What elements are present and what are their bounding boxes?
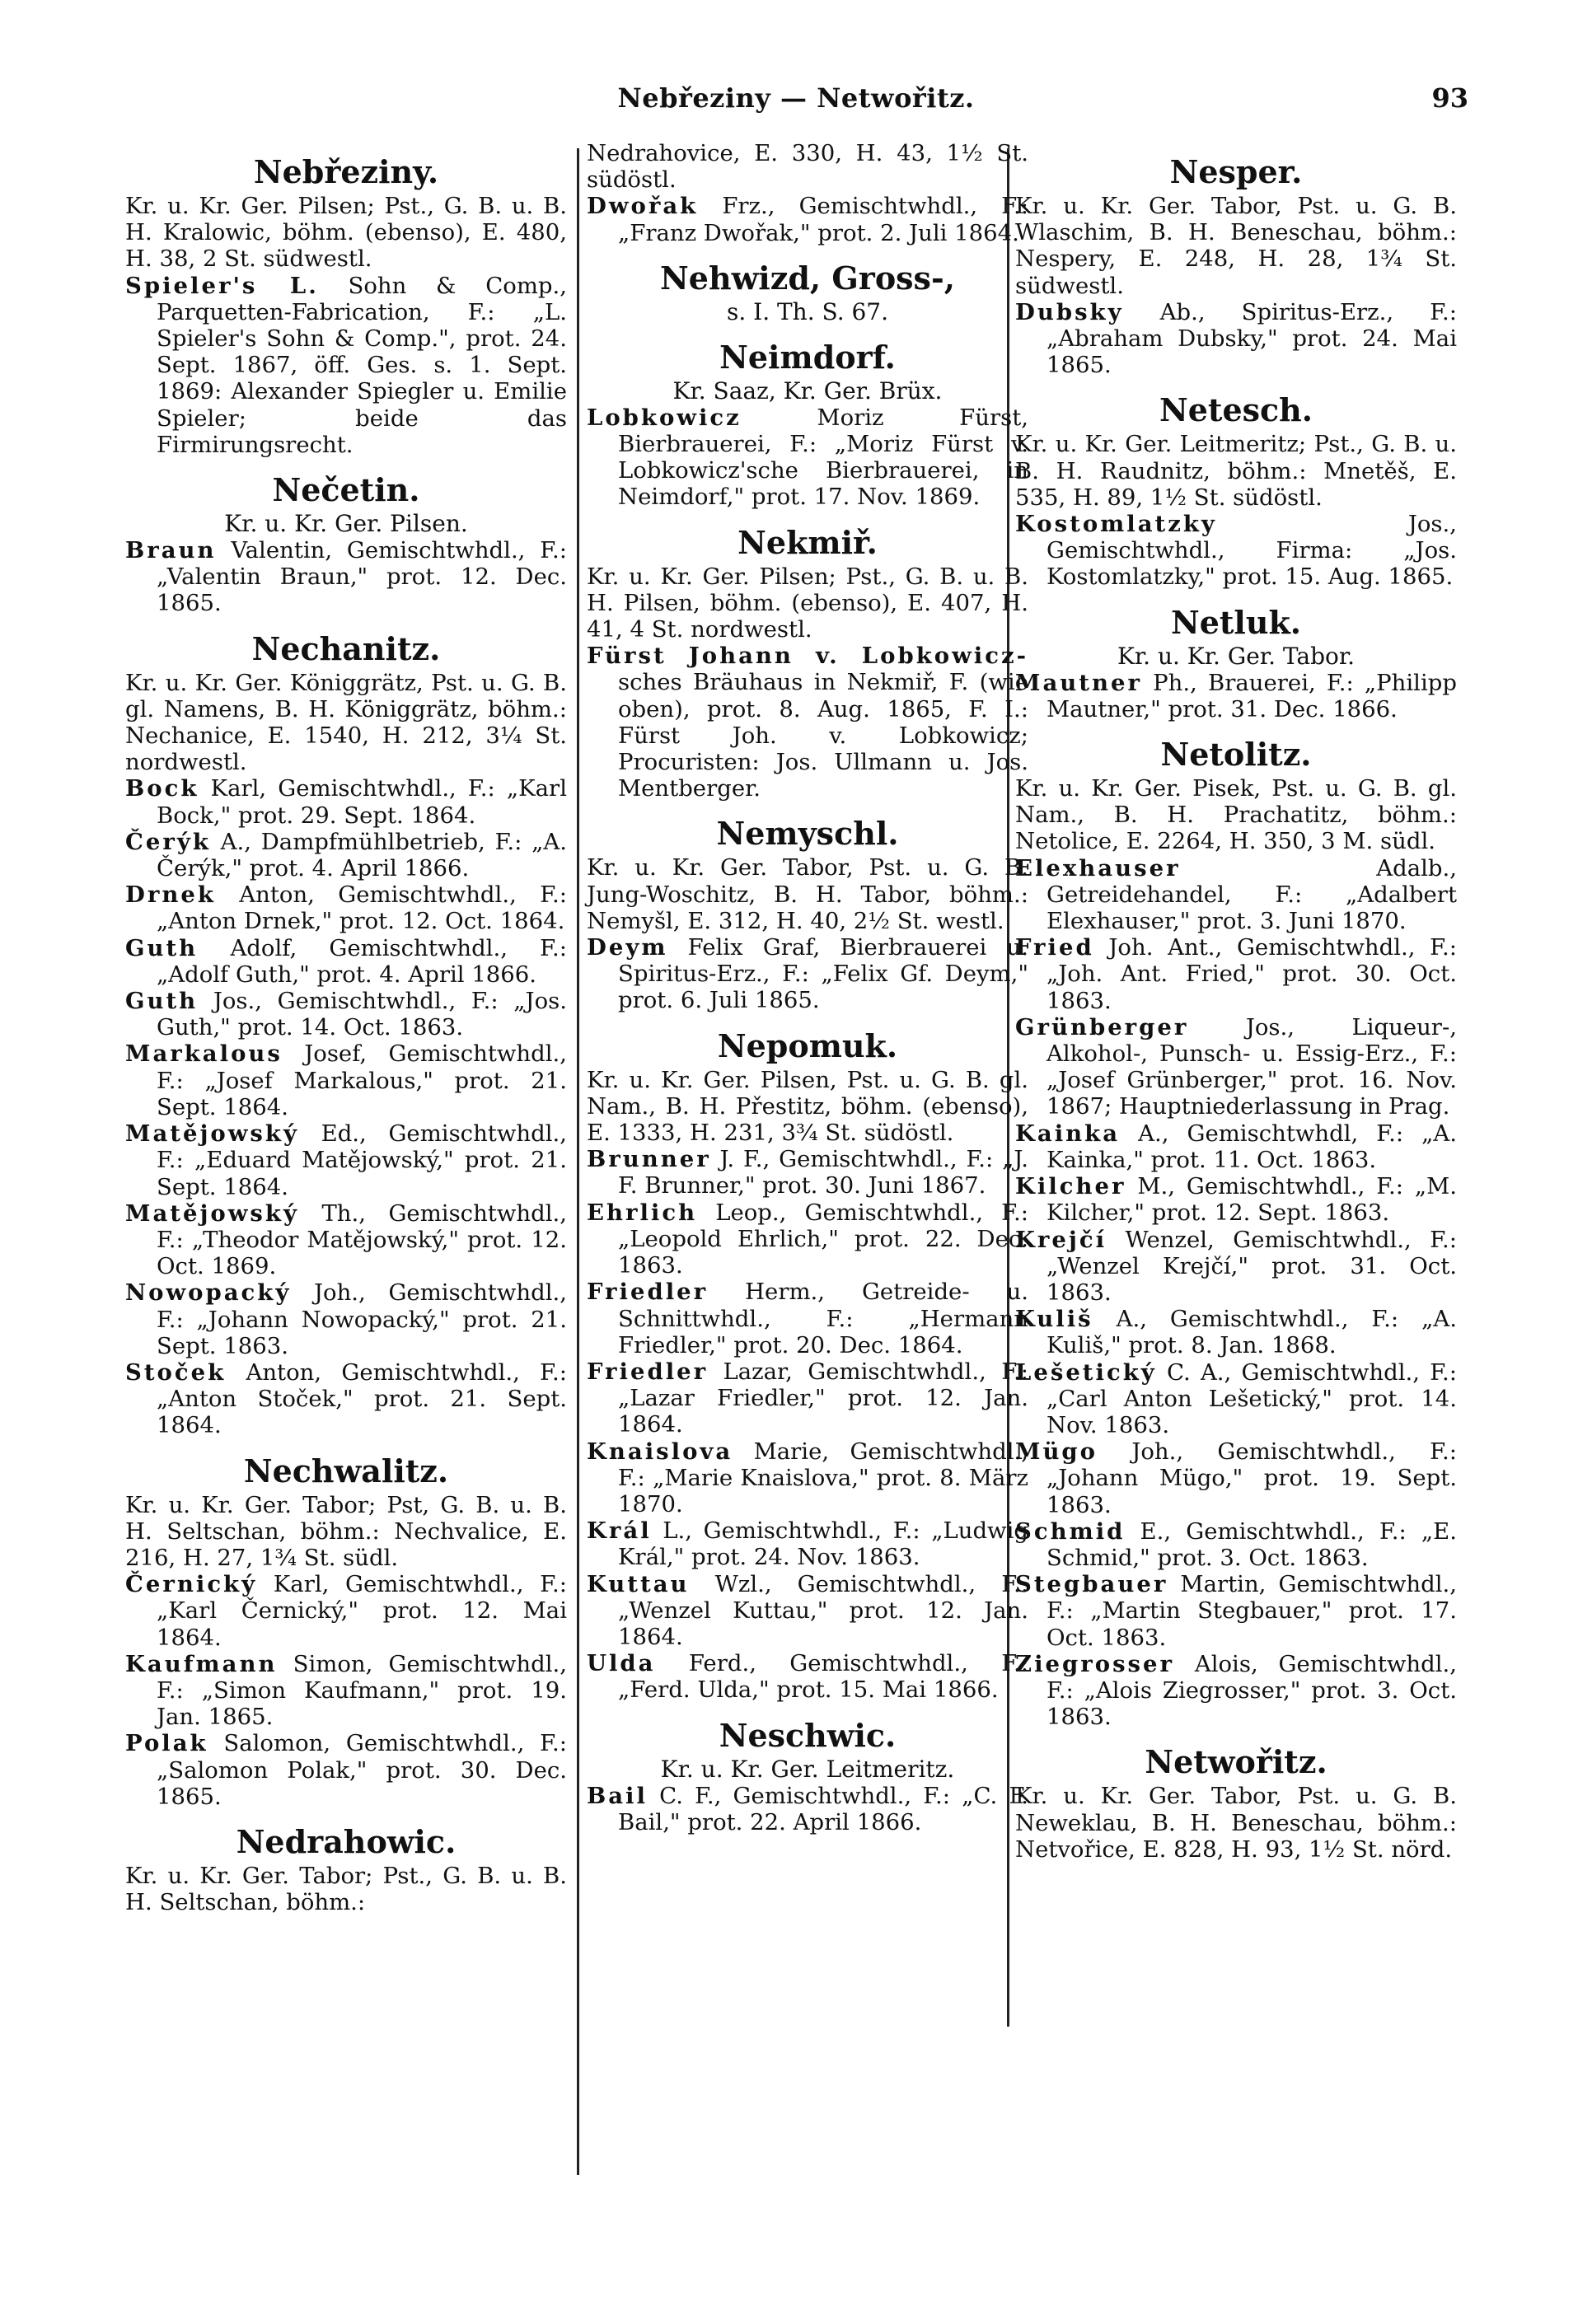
firm-entry [125,537,567,617]
section-subline: Kr. Saaz, Kr. Ger. Brüx. [672,376,943,404]
firm-name: Ziegrosser [1015,1650,1175,1677]
location-info: Nedrahovice, E. 330, H. 43, 1½ St. südöstl. [587,140,1028,194]
location-info: Kr. u. Kr. Ger. Tabor, Pst. u. G. B. Neweklau, B. H. Beneschau, böhm.: Netvořice, E. 828, H. 93, 1½ St. nörd. [1015,1783,1457,1863]
firm-name: Stegbauer [1015,1571,1168,1598]
location-info: Kr. u. Kr. Ger. Tabor; Pst., G. B. u. B. H. Seltschan, böhm.: [125,1862,567,1916]
location-info: Kr. u. Kr. Ger. Pilsen; Pst., G. B. u. B. H. Pilsen, böhm. (ebenso), E. 407, H. 41, 4 St. nordwestl. [587,563,1028,643]
firm-entry [125,273,567,458]
firm-name: Knaislova [587,1438,733,1465]
firm-details: Wzl., Gemischtwhdl., F.: „Wenzel Kuttau," prot. 12. Jan. 1864. [618,1570,1028,1650]
firm-details: Martin, Gemischtwhdl., F.: „Martin Stegbauer," prot. 17. Oct. 1863. [1047,1571,1457,1651]
firm-name: Friedler [587,1279,709,1306]
firm-entry [125,1200,567,1280]
firm-entry [125,988,567,1040]
firm-name: Markalous [125,1040,283,1068]
firm-entry [587,1279,1028,1358]
section-heading: Nechwalitz. [243,1452,449,1489]
firm-details: Adolf, Gemischtwhdl., F.: „Adolf Guth," prot. 4. April 1866. [157,934,567,988]
firm-entry [587,934,1028,1014]
firm-details: Marie, Gemischtwhdl., F.: „Marie Knaislova," prot. 8. März 1870. [618,1438,1028,1517]
firm-name: Kaufmann [125,1650,278,1677]
firm-name: Kainka [1015,1120,1121,1147]
firm-entry [125,935,567,988]
firm-entry [587,1199,1028,1279]
section-heading: Neschwic. [719,1716,897,1754]
firm-entry [1015,511,1457,591]
location-info: Kr. u. Kr. Ger. Pisek, Pst. u. G. B. gl. Nam., B. H. Prachatitz, böhm.: Netolice, E. 2264, H. 350, 3 M. südl. [1015,775,1457,855]
firm-name: Mautner [1015,669,1142,696]
section-heading: Nehwizd, Gross-, [660,259,955,297]
firm-details: Anton, Gemischtwhdl., F.: „Anton Stoček," prot. 21. Sept. 1864. [157,1358,567,1439]
firm-details: C. F., Gemischtwhdl., F.: „C. F. Bail," prot. 22. April 1866. [618,1782,1028,1835]
firm-entry [1015,1571,1457,1651]
firm-name: Matějowský [125,1120,299,1148]
firm-details: Jos., Gemischtwhdl., Firma: „Jos. Kostomlatzky," prot. 15. Aug. 1865. [1047,511,1457,591]
firm-entry [125,881,567,934]
firm-name: Deym [587,934,668,961]
firm-name: Friedler [587,1358,709,1385]
location-info: Kr. u. Kr. Ger. Pilsen, Pst. u. G. B. gl. Nam., B. H. Přestitz, böhm. (ebenso), E. 1333, H. 231, 3¾ St. südöstl. [587,1066,1028,1147]
firm-details: Simon, Gemischtwhdl., F.: „Simon Kaufmann," prot. 19. Jan. 1865. [157,1650,567,1731]
firm-details: Adalb., Getreidehandel, F.: „Adalbert Elexhauser," prot. 3. Juni 1870. [1047,854,1457,935]
firm-name: Bock [125,775,199,802]
firm-details: Ed., Gemischtwhdl., F.: „Eduard Matějowský," prot. 21. Sept. 1864. [157,1120,567,1200]
firm-details: Joh., Gemischtwhdl., F.: „Johann Nowopacký," prot. 21. Sept. 1863. [157,1279,567,1359]
firm-name: Brunner [587,1146,711,1173]
firm-name: Kilcher [1015,1173,1126,1200]
location-info: Kr. u. Kr. Ger. Tabor, Pst. u. G. B. Wlaschim, B. H. Beneschau, böhm.: Nespery, E. 248, H. 28, 1¾ St. südwestl. [1015,193,1457,299]
location-info: Kr. u. Kr. Ger. Pilsen; Pst., G. B. u. B. H. Kralowic, böhm. (ebenso), E. 480, H. 38, 2 St. südwestl. [125,193,567,273]
firm-details: Joh., Gemischtwhdl., F.: „Johann Mügo," prot. 19. Sept. 1863. [1047,1438,1457,1518]
column-1 [125,140,567,1915]
firm-details: J. F., Gemischtwhdl., F.: „J. F. Brunner," prot. 30. Juni 1867. [618,1146,1028,1199]
firm-details: Lazar, Gemischtwhdl., F.: „Lazar Friedler," prot. 12. Jan. 1864. [618,1358,1028,1438]
firm-details: A., Gemischtwhdl., F.: „A. Kuliš," prot. 8. Jan. 1868. [1047,1306,1457,1359]
page-header [0,82,1592,124]
firm-name: Dwořak [587,193,699,220]
firm-entry [125,1730,567,1810]
firm-entry [125,1279,567,1359]
section-heading: Nebřeziny. [253,153,439,190]
firm-details: Moriz Fürst, Bierbrauerei, F.: „Moriz Fürst v. Lobkowicz'sche Bierbrauerei, in Neimdorf," prot. 17. Nov. 1869. [618,404,1028,511]
firm-name: Stoček [125,1358,227,1386]
section-heading: Nedrahowic. [236,1822,457,1860]
firm-name: Fried [1015,934,1094,961]
firm-name: Spieler's L. [125,272,319,299]
section-subline: Kr. u. Kr. Ger. Tabor. [1117,642,1356,670]
firm-entry [1015,1306,1457,1358]
firm-entry [1015,1173,1457,1226]
firm-details: Karl, Gemischtwhdl., F.: „Karl Černický," prot. 12. Mai 1864. [157,1571,567,1651]
section-heading: Netwořitz. [1145,1743,1327,1781]
firm-details: Wenzel, Gemischtwhdl., F.: „Wenzel Krejčí," prot. 31. Oct. 1863. [1047,1226,1457,1306]
firm-details: Anton, Gemischtwhdl., F.: „Anton Drnek," prot. 12. Oct. 1864. [157,881,567,935]
firm-details: Josef, Gemischtwhdl., F.: „Josef Markalous," prot. 21. Sept. 1864. [157,1040,567,1120]
firm-details: Ferd., Gemischtwhdl., F.: „Ferd. Ulda," prot. 15. Mai 1866. [618,1650,1028,1704]
section-heading: Netolitz. [1160,736,1312,774]
firm-details: A., Gemischtwhdl, F.: „A. Kainka," prot. 11. Oct. 1863. [1047,1120,1457,1173]
firm-entry [125,829,567,881]
firm-details: Jos., Gemischtwhdl., F.: „Jos. Guth," prot. 14. Oct. 1863. [157,988,567,1041]
firm-entry [587,1438,1028,1518]
firm-name: Krejčí [1015,1226,1107,1253]
firm-name: Černický [125,1571,258,1598]
section-heading: Nekmiř. [737,523,878,561]
firm-details: E., Gemischtwhdl., F.: „E. Schmid," prot. 3. Oct. 1863. [1047,1517,1457,1571]
firm-name: Mügo [1015,1438,1098,1466]
firm-name: Lešetický [1015,1358,1157,1386]
firm-entry [587,1517,1028,1570]
firm-entry [1015,1651,1457,1731]
firm-details: Alois, Gemischtwhdl., F.: „Alois Ziegrosser," prot. 3. Oct. 1863. [1047,1650,1457,1731]
firm-name: Kuttau [587,1570,690,1597]
firm-entry [125,1040,567,1120]
location-info: Kr. u. Kr. Ger. Königgrätz, Pst. u. G. B. gl. Namens, B. H. Königgrätz, böhm.: Nechanice, E. 1540, H. 212, 3¼ St. nordwestl. [125,669,567,776]
firm-details: Ph., Brauerei, F.: „Philipp Mautner," prot. 31. Dec. 1866. [1047,669,1457,722]
firm-details: Karl, Gemischtwhdl., F.: „Karl Bock," prot. 29. Sept. 1864. [157,775,567,829]
section-heading: Nechanitz. [251,629,441,667]
firm-name: Ehrlich [587,1199,698,1226]
firm-details: Herm., Getreide- u. Schnittwhdl., F.: „Hermann Friedler," prot. 20. Dec. 1864. [618,1279,1028,1358]
firm-entry [1015,1518,1457,1571]
firm-name: Drnek [125,881,216,909]
page-number: 93 [1431,82,1468,114]
firm-entry [125,1359,567,1439]
firm-entry [1015,1359,1457,1439]
section-heading: Nesper. [1169,153,1303,190]
firm-details: Leop., Gemischtwhdl., F.: „Leopold Ehrlich," prot. 22. Dec. 1863. [618,1199,1028,1279]
firm-details: Felix Graf, Bierbrauerei u. Spiritus-Erz., F.: „Felix Gf. Deym," prot. 6. Juli 1865. [618,934,1028,1014]
firm-entry [1015,1438,1457,1518]
location-info: Kr. u. Kr. Ger. Tabor; Pst, G. B. u. B. H. Seltschan, böhm.: Nechvalice, E. 216, H. 27, 1¾ St. südl. [125,1491,567,1571]
firm-name: Kuliš [1015,1306,1093,1333]
section-heading: Nečetin. [272,471,420,509]
column-3 [1015,140,1457,1863]
firm-name: Polak [125,1730,208,1757]
firm-entry [587,1650,1028,1703]
firm-details: C. A., Gemischtwhdl., F.: „Carl Anton Lešetický," prot. 14. Nov. 1863. [1047,1358,1457,1438]
firm-details: Valentin, Gemischtwhdl., F.: „Valentin Braun," prot. 12. Dec. 1865. [157,537,567,617]
firm-details: sches Bräuhaus in Nekmiř, F. (wie oben), prot. 8. Aug. 1865, F. I.: Fürst Joh. v. Lobkowicz; Procuristen: Jos. Ullmann u. Jos. Mentberger. [618,669,1028,802]
firm-entry [587,1358,1028,1438]
firm-name: Dubsky [1015,298,1124,325]
firm-details: Ab., Spiritus-Erz., F.: „Abraham Dubsky," prot. 24. Mai 1865. [1047,298,1457,379]
section-subline: Kr. u. Kr. Ger. Pilsen. [224,510,468,538]
firm-entry [587,404,1028,511]
firm-entry [1015,855,1457,935]
firm-name: Guth [125,988,199,1015]
firm-name: Schmid [1015,1517,1126,1545]
firm-entry [125,1120,567,1200]
firm-entry [1015,1227,1457,1307]
location-info: Kr. u. Kr. Ger. Leitmeritz; Pst., G. B. u. B. H. Raudnitz, böhm.: Mnetěš, E. 535, H. 89, 1½ St. südöstl. [1015,431,1457,511]
firm-entry [1015,1014,1457,1120]
firm-entry [587,1146,1028,1199]
section-heading: Netluk. [1170,603,1302,641]
firm-name: Elexhauser [1015,854,1181,881]
section-heading: Nemyschl. [716,815,899,853]
firm-entry [125,1651,567,1731]
firm-entry [125,1571,567,1651]
section-heading: Netesch. [1159,391,1313,429]
section-subline: Kr. u. Kr. Ger. Leitmeritz. [660,1755,955,1783]
firm-entry [1015,1120,1457,1173]
section-heading: Neimdorf. [719,338,896,376]
firm-name: Ulda [587,1650,656,1677]
running-title: Nebřeziny — Netwořitz. [617,82,975,114]
firm-name: Kostomlatzky [1015,511,1217,538]
firm-entry [587,193,1028,245]
firm-entry [1015,299,1457,379]
firm-details: Sohn & Comp., Parquetten-Fabrication, F.: „L. Spieler's Sohn & Comp.", prot. 24. Sept. 1867, öff. Ges. s. 1. Sept. 1869: Alexander Spiegler u. Emilie Spieler; beide das Firmirungsrecht. [157,272,567,458]
firm-name: Král [587,1517,652,1545]
section-subline: s. I. Th. S. 67. [726,297,889,325]
location-info: Kr. u. Kr. Ger. Tabor, Pst. u. G. B. Jung-Woschitz, B. H. Tabor, böhm.: Nemyšl, E. 312, H. 40, 2½ St. westl. [587,854,1028,934]
firm-details: Joh. Ant., Gemischtwhdl., F.: „Joh. Ant. Fried," prot. 30. Oct. 1863. [1047,934,1457,1014]
firm-entry [587,643,1028,802]
section-heading: Nepomuk. [717,1026,898,1064]
firm-name: Lobkowicz [587,404,742,431]
firm-entry [587,1783,1028,1835]
firm-name: Bail [587,1782,648,1809]
firm-entry [125,775,567,828]
firm-details: Salomon, Gemischtwhdl., F.: „Salomon Polak," prot. 30. Dec. 1865. [157,1730,567,1810]
firm-name: Fürst Johann v. Lobkowicz- [587,643,1028,670]
firm-name: Grünberger [1015,1013,1189,1040]
firm-name: Matějowský [125,1199,299,1227]
firm-details: L., Gemischtwhdl., F.: „Ludwig Král," prot. 24. Nov. 1863. [618,1517,1028,1571]
firm-name: Guth [125,934,199,961]
column-2 [587,140,1028,1835]
firm-entry [1015,670,1457,722]
firm-details: M., Gemischtwhdl., F.: „M. Kilcher," prot. 12. Sept. 1863. [1047,1173,1457,1227]
firm-name: Braun [125,537,217,564]
firm-details: Th., Gemischtwhdl., F.: „Theodor Matějowský," prot. 12. Oct. 1869. [157,1199,567,1280]
firm-entry [1015,934,1457,1014]
firm-details: Jos., Liqueur-, Alkohol-, Punsch- u. Essig-Erz., F.: „Josef Grünberger," prot. 16. Nov. 1867; Hauptniederlassung in Prag. [1047,1013,1457,1120]
firm-entry [587,1571,1028,1651]
firm-details: A., Dampfmühlbetrieb, F.: „A. Čerýk," prot. 4. April 1866. [157,828,567,882]
firm-name: Nowopacký [125,1279,292,1307]
column-rule-left [577,148,579,2175]
firm-name: Čerýk [125,828,211,855]
firm-details: Frz., Gemischtwhdl., F.: „Franz Dwořak," prot. 2. Juli 1864. [618,193,1028,246]
